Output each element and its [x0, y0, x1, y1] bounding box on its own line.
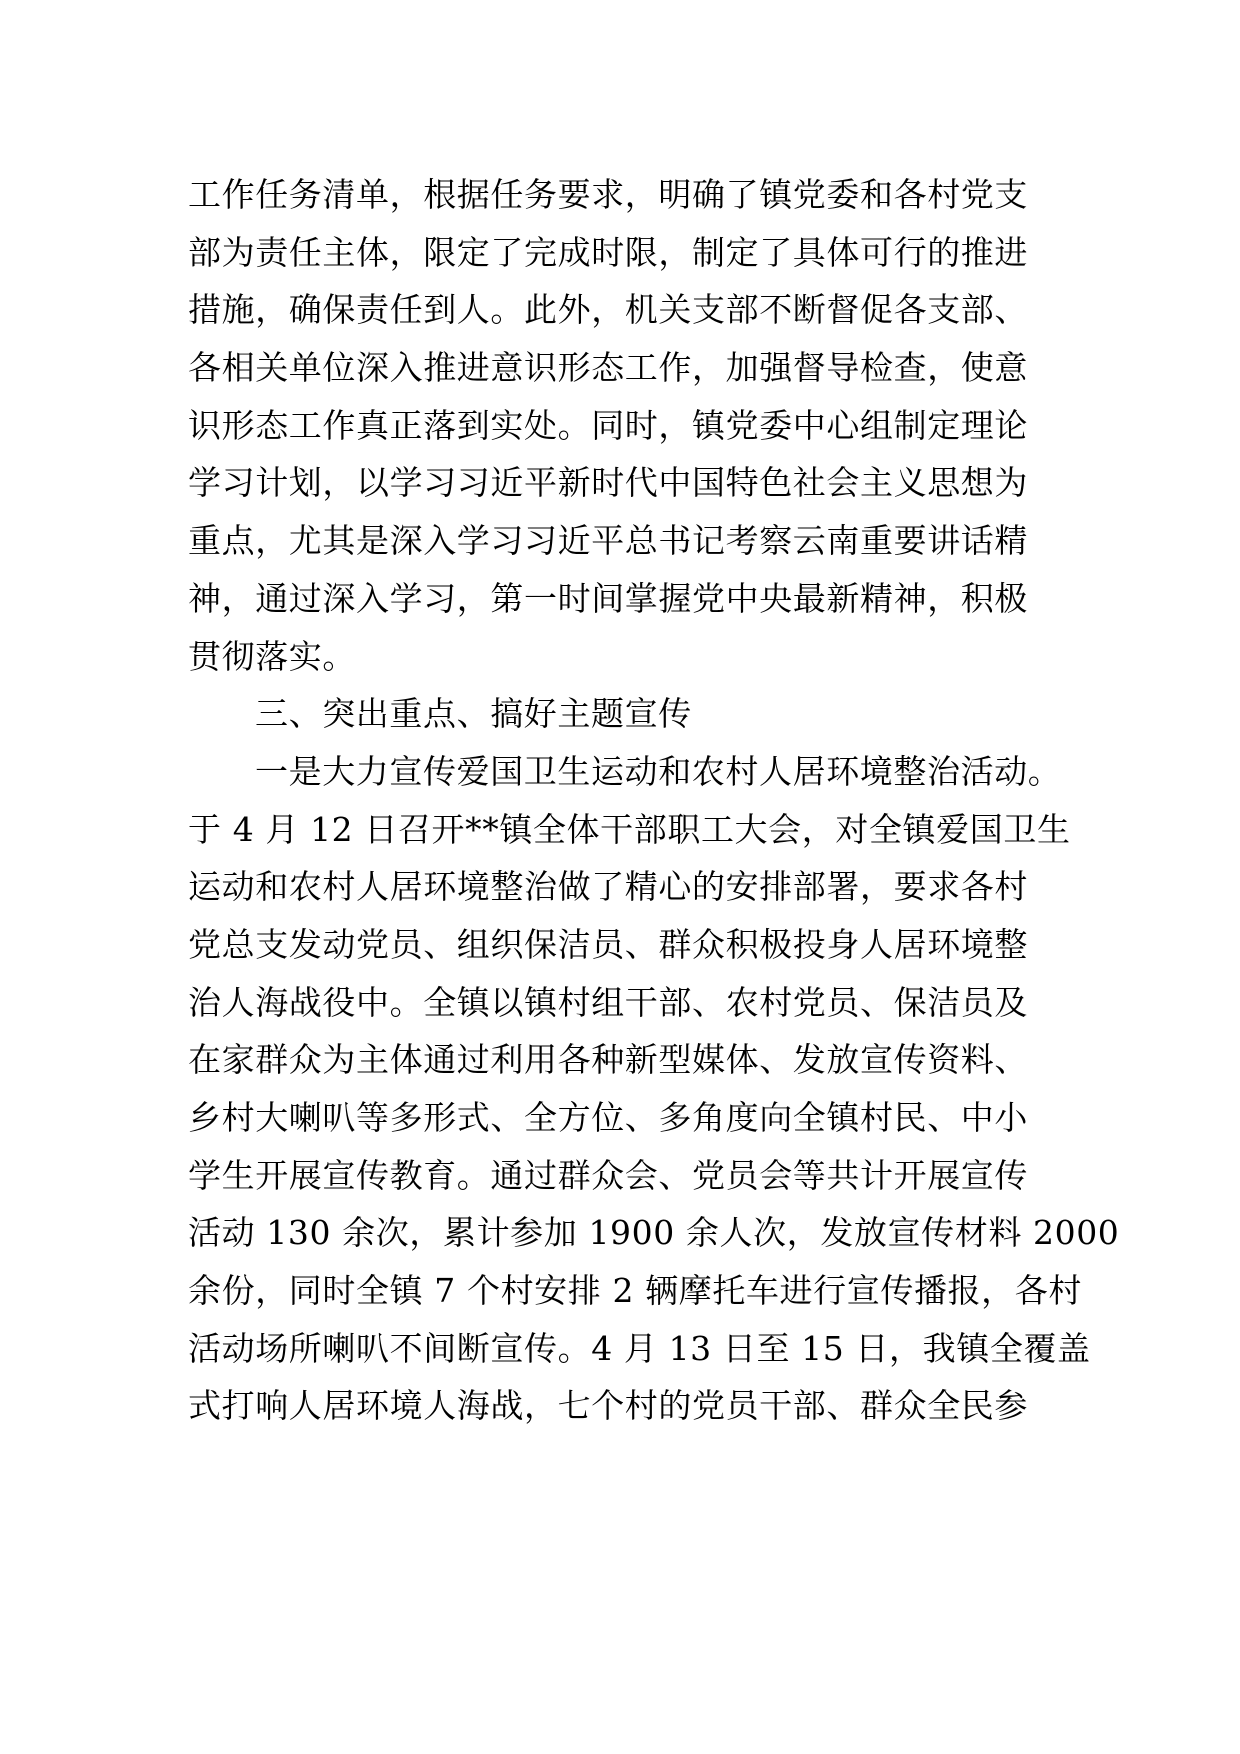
text-line: 于 4 月 12 日召开**镇全体干部职工大会，对全镇爱国卫生 — [188, 809, 1071, 849]
body-text — [188, 166, 1120, 1435]
text-line: 部为责任主体，限定了完成时限，制定了具体可行的推进 — [188, 232, 1028, 272]
text-line: 活动场所喇叭不间断宣传。4 月 13 日至 15 日，我镇全覆盖 — [188, 1328, 1091, 1368]
text-line: 贯彻落实。 — [188, 636, 356, 676]
text-line: 学习计划，以学习习近平新时代中国特色社会主义思想为 — [188, 463, 1028, 503]
paragraph-first-line: 一是大力宣传爱国卫生运动和农村人居环境整治活动。 — [255, 751, 1062, 791]
text-line: 学生开展宣传教育。通过群众会、党员会等共计开展宣传 — [188, 1155, 1028, 1195]
text-line: 工作任务清单，根据任务要求，明确了镇党委和各村党支 — [188, 175, 1028, 214]
section-heading: 三、突出重点、搞好主题宣传 — [255, 694, 692, 734]
text-line: 重点，尤其是深入学习习近平总书记考察云南重要讲话精 — [188, 521, 1028, 561]
text-line: 措施，确保责任到人。此外，机关支部不断督促各支部、 — [188, 290, 1028, 330]
text-line: 式打响人居环境人海战，七个村的党员干部、群众全民参 — [188, 1386, 1028, 1426]
text-line: 识形态工作真正落到实处。同时，镇党委中心组制定理论 — [188, 405, 1028, 445]
text-line: 活动 130 余次，累计参加 1900 余人次，发放宣传材料 2000 — [188, 1213, 1120, 1253]
text-line: 神，通过深入学习，第一时间掌握党中央最新精神，积极 — [188, 578, 1028, 618]
text-line: 运动和农村人居环境整治做了精心的安排部署，要求各村 — [188, 867, 1028, 907]
text-line: 余份，同时全镇 7 个村安排 2 辆摩托车进行宣传播报，各村 — [188, 1271, 1082, 1311]
text-line: 在家群众为主体通过利用各种新型媒体、发放宣传资料、 — [188, 1040, 1028, 1080]
text-line: 党总支发动党员、组织保洁员、群众积极投身人居环境整 — [188, 924, 1028, 964]
text-line: 各相关单位深入推进意识形态工作，加强督导检查，使意 — [188, 348, 1028, 388]
text-line: 乡村大喇叭等多形式、全方位、多角度向全镇村民、中小 — [188, 1098, 1028, 1137]
text-line: 治人海战役中。全镇以镇村组干部、农村党员、保洁员及 — [188, 982, 1028, 1022]
